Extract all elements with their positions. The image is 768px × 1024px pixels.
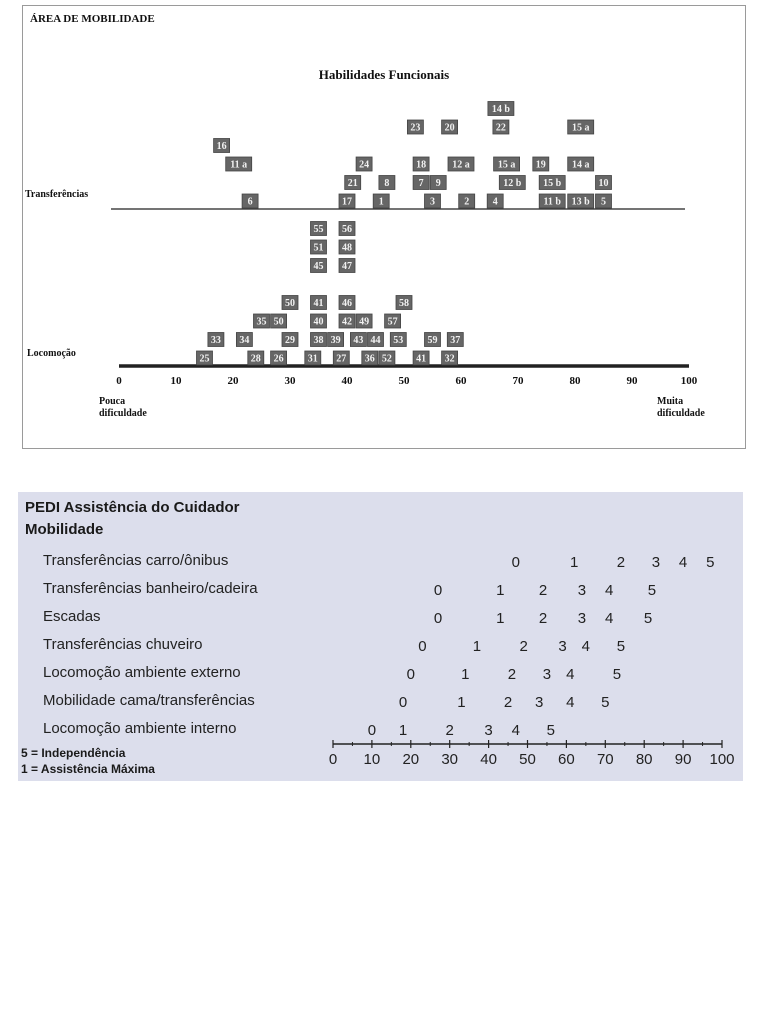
pedi-score-label: 2 bbox=[519, 638, 528, 655]
skill-item bbox=[305, 351, 321, 365]
row-label: Transferências bbox=[25, 189, 89, 200]
skill-label: 18 bbox=[416, 159, 427, 171]
pedi-score-label: 0 bbox=[367, 722, 377, 739]
pedi-row-label: Transferências banheiro/cadeira bbox=[43, 580, 258, 597]
skill-label: 4 bbox=[492, 196, 498, 208]
pedi-score-label: 2 bbox=[507, 666, 517, 683]
pedi-score-label: 3 bbox=[534, 694, 544, 711]
skill-label: 22 bbox=[495, 122, 506, 134]
skill-label: 25 bbox=[199, 353, 210, 365]
skill-item bbox=[311, 259, 327, 273]
skill-label: 7 bbox=[418, 178, 424, 189]
pedi-row-label: Locomoção ambiente interno bbox=[43, 720, 237, 737]
pedi-score-label: 5 bbox=[601, 694, 610, 711]
row-label: Locomoção bbox=[27, 348, 76, 359]
pedi-row bbox=[43, 552, 715, 571]
pedi-score-label: 3 bbox=[558, 638, 567, 655]
pedi-row bbox=[43, 580, 656, 599]
pedi-x-tick-label: 10 bbox=[363, 751, 381, 768]
pedi-score-label: 0 bbox=[511, 554, 521, 571]
skill-label: 24 bbox=[359, 159, 370, 171]
pedi-x-tick-label: 40 bbox=[480, 751, 497, 768]
pedi-score-label: 4 bbox=[605, 610, 614, 627]
skill-item bbox=[339, 194, 355, 208]
skill-item bbox=[333, 351, 349, 365]
skill-item bbox=[425, 194, 441, 208]
pedi-score-label: 4 bbox=[605, 582, 614, 599]
skill-label: 46 bbox=[342, 298, 352, 309]
skill-item bbox=[413, 157, 429, 171]
skill-label: 8 bbox=[384, 178, 390, 189]
pedi-score-label: 5 bbox=[647, 582, 657, 599]
pedi-score-label: 0 bbox=[406, 666, 415, 683]
skill-item bbox=[488, 102, 514, 116]
pedi-x-tick-label: 0 bbox=[328, 751, 338, 768]
skill-item bbox=[345, 176, 361, 190]
pedi-score-label: 3 bbox=[577, 610, 587, 627]
skill-label: 34 bbox=[239, 335, 250, 346]
skill-item bbox=[254, 314, 270, 328]
x-tick-label: 60 bbox=[455, 375, 467, 387]
skill-item bbox=[350, 333, 366, 347]
skill-item bbox=[339, 259, 355, 273]
skill-item bbox=[596, 176, 612, 190]
pedi-x-tick-label: 30 bbox=[441, 751, 459, 768]
skill-label: 15 b bbox=[543, 178, 562, 189]
skill-label: 9 bbox=[435, 178, 441, 189]
skill-item bbox=[362, 351, 378, 365]
skill-label: 56 bbox=[342, 224, 352, 235]
skill-label: 45 bbox=[313, 261, 324, 272]
skill-label: 57 bbox=[387, 316, 398, 328]
pedi-score-label: 1 bbox=[496, 582, 505, 599]
skill-item bbox=[368, 333, 384, 347]
skill-item bbox=[271, 351, 287, 365]
skill-label: 37 bbox=[450, 335, 461, 346]
pedi-x-tick-label: 90 bbox=[674, 751, 692, 768]
skill-label: 23 bbox=[410, 122, 421, 134]
pedi-score-label: 1 bbox=[398, 722, 408, 739]
skill-label: 48 bbox=[342, 242, 352, 254]
skill-item bbox=[248, 351, 264, 365]
pedi-score-label: 0 bbox=[433, 582, 443, 599]
skill-item bbox=[271, 314, 287, 328]
pedi-score-label: 5 bbox=[643, 610, 653, 627]
skill-label: 21 bbox=[347, 178, 358, 189]
skill-item bbox=[311, 333, 327, 347]
pedi-x-axis bbox=[329, 740, 735, 768]
pedi-score-label: 3 bbox=[542, 666, 552, 683]
skill-item bbox=[339, 296, 355, 310]
skill-label: 29 bbox=[285, 335, 295, 346]
x-tick-label: 80 bbox=[569, 375, 581, 387]
skill-label: 20 bbox=[444, 122, 455, 134]
skill-label: 39 bbox=[330, 335, 341, 346]
pedi-row-label: Locomoção ambiente externo bbox=[43, 664, 241, 681]
pedi-score-label: 2 bbox=[538, 582, 548, 599]
skill-label: 19 bbox=[535, 159, 546, 171]
pedi-score-label: 4 bbox=[566, 666, 575, 683]
pedi-score-label: 5 bbox=[546, 722, 556, 739]
skill-label: 51 bbox=[313, 242, 324, 254]
x-tick-label: 10 bbox=[170, 375, 182, 387]
skill-label: 42 bbox=[342, 316, 352, 328]
skill-label: 47 bbox=[342, 261, 352, 272]
skill-label: 32 bbox=[444, 353, 455, 365]
pedi-row bbox=[43, 692, 609, 711]
skill-label: 40 bbox=[313, 316, 324, 328]
x-tick-label: 50 bbox=[398, 375, 410, 387]
chart-title: Habilidades Funcionais bbox=[318, 67, 450, 82]
skill-item bbox=[448, 157, 474, 171]
pedi-score-label: 4 bbox=[511, 722, 521, 739]
pedi-score-label: 4 bbox=[678, 554, 688, 571]
skill-label: 55 bbox=[313, 224, 324, 235]
skill-label: 15 a bbox=[571, 122, 590, 134]
pedi-score-label: 1 bbox=[457, 694, 466, 711]
x-end-label-right: dificuldade bbox=[657, 408, 705, 419]
skill-item bbox=[339, 222, 355, 236]
pedi-row bbox=[43, 664, 621, 683]
skill-item bbox=[311, 222, 327, 236]
pedi-row bbox=[43, 608, 652, 627]
skill-item bbox=[493, 120, 509, 134]
skill-label: 10 bbox=[598, 178, 609, 189]
skill-label: 6 bbox=[247, 196, 253, 208]
pedi-score-label: 4 bbox=[566, 694, 575, 711]
skill-label: 14 b bbox=[491, 104, 510, 115]
pedi-x-tick-label: 70 bbox=[596, 751, 614, 768]
x-end-label-left: Pouca bbox=[99, 396, 126, 407]
pedi-score-label: 1 bbox=[461, 666, 470, 683]
pedi-legend-item: 1 = Assistência Máxima bbox=[21, 762, 155, 776]
pedi-row-label: Transferências carro/ônibus bbox=[43, 552, 229, 569]
skill-label: 28 bbox=[250, 353, 261, 365]
x-axis-ticks bbox=[116, 375, 698, 387]
skill-label: 5 bbox=[601, 196, 606, 208]
skill-label: 36 bbox=[364, 353, 375, 365]
x-end-label-left: dificuldade bbox=[99, 408, 147, 419]
skill-label: 16 bbox=[216, 141, 227, 152]
skill-item bbox=[379, 176, 395, 190]
skill-label: 41 bbox=[313, 298, 324, 309]
skill-label: 59 bbox=[427, 335, 438, 346]
skill-label: 50 bbox=[285, 298, 295, 309]
skill-item bbox=[356, 157, 372, 171]
skill-label: 33 bbox=[210, 335, 221, 346]
x-tick-label: 100 bbox=[680, 375, 698, 387]
pedi-row-label: Mobilidade cama/transferências bbox=[43, 692, 255, 709]
skill-item bbox=[282, 296, 298, 310]
x-end-label-right: Muita bbox=[657, 396, 684, 407]
skill-item bbox=[356, 314, 372, 328]
skill-item bbox=[373, 194, 389, 208]
skill-label: 26 bbox=[273, 353, 284, 365]
skill-label: 17 bbox=[342, 196, 352, 208]
skill-item bbox=[328, 333, 344, 347]
x-tick-label: 40 bbox=[341, 375, 353, 387]
pedi-score-label: 0 bbox=[418, 638, 427, 655]
x-tick-label: 0 bbox=[116, 375, 122, 387]
skill-item bbox=[339, 314, 355, 328]
pedi-x-tick-label: 50 bbox=[519, 751, 536, 768]
x-tick-label: 30 bbox=[284, 375, 296, 387]
skill-item bbox=[596, 194, 612, 208]
skill-label: 11 b bbox=[543, 196, 561, 208]
pedi-score-label: 5 bbox=[612, 666, 622, 683]
skill-item bbox=[226, 157, 252, 171]
skill-item bbox=[390, 333, 406, 347]
skill-label: 35 bbox=[256, 316, 267, 328]
pedi-score-label: 1 bbox=[472, 638, 482, 655]
skill-label: 13 b bbox=[571, 196, 590, 208]
skill-item bbox=[197, 351, 213, 365]
pedi-x-tick-label: 80 bbox=[635, 751, 653, 768]
skill-item bbox=[407, 120, 423, 134]
skill-item bbox=[208, 333, 224, 347]
skill-item bbox=[442, 120, 458, 134]
skill-item bbox=[379, 351, 395, 365]
skill-item bbox=[385, 314, 401, 328]
skill-item bbox=[568, 120, 594, 134]
pedi-title: PEDI Assistência do Cuidador bbox=[25, 499, 240, 516]
x-tick-label: 90 bbox=[626, 375, 638, 387]
pedi-legend-item: 5 = Independência bbox=[21, 746, 126, 760]
skill-label: 43 bbox=[353, 335, 364, 346]
skill-label: 58 bbox=[399, 298, 409, 309]
skill-label: 41 bbox=[416, 353, 427, 365]
skill-item bbox=[494, 157, 520, 171]
skill-label: 3 bbox=[430, 196, 435, 208]
skill-label: 31 bbox=[307, 353, 318, 365]
skill-label: 53 bbox=[393, 335, 404, 346]
skill-label: 12 a bbox=[452, 159, 470, 171]
pedi-score-label: 0 bbox=[398, 694, 408, 711]
skill-item bbox=[282, 333, 298, 347]
pedi-score-label: 1 bbox=[570, 554, 579, 571]
pedi-x-tick-label: 60 bbox=[558, 751, 575, 768]
row-transferencias bbox=[25, 102, 685, 210]
skill-item bbox=[568, 157, 594, 171]
pedi-score-label: 0 bbox=[433, 610, 443, 627]
row-locomocao bbox=[27, 222, 689, 367]
pedi-row-label: Transferências chuveiro bbox=[43, 636, 203, 653]
skill-label: 50 bbox=[273, 316, 284, 328]
pedi-row-label: Escadas bbox=[43, 608, 101, 625]
skill-item bbox=[242, 194, 258, 208]
skill-item bbox=[214, 139, 230, 153]
skill-label: 14 a bbox=[571, 159, 590, 171]
pedi-row bbox=[43, 720, 555, 739]
pedi-score-label: 5 bbox=[616, 638, 626, 655]
skill-item bbox=[447, 333, 463, 347]
functional-skills-chart bbox=[22, 5, 746, 449]
skill-item bbox=[533, 157, 549, 171]
pedi-score-label: 2 bbox=[445, 722, 454, 739]
skill-item bbox=[425, 333, 441, 347]
skill-label: 2 bbox=[464, 196, 470, 208]
skill-label: 1 bbox=[378, 196, 384, 208]
pedi-score-label: 1 bbox=[496, 610, 505, 627]
skill-item bbox=[413, 176, 429, 190]
pedi-x-tick-label: 20 bbox=[402, 751, 420, 768]
skill-label: 52 bbox=[381, 353, 392, 365]
skill-item bbox=[459, 194, 475, 208]
area-header: ÁREA DE MOBILIDADE bbox=[30, 13, 155, 25]
skill-item bbox=[539, 194, 565, 208]
skill-item bbox=[311, 240, 327, 254]
skill-item bbox=[236, 333, 252, 347]
pedi-score-label: 3 bbox=[651, 554, 661, 571]
x-tick-label: 20 bbox=[227, 375, 239, 387]
pedi-caregiver-chart bbox=[18, 492, 743, 781]
pedi-score-label: 3 bbox=[577, 582, 587, 599]
skill-label: 11 a bbox=[230, 159, 248, 171]
skill-label: 15 a bbox=[497, 159, 516, 171]
pedi-score-label: 2 bbox=[538, 610, 548, 627]
x-tick-label: 70 bbox=[512, 375, 524, 387]
pedi-x-tick-label: 100 bbox=[709, 751, 735, 768]
pedi-score-label: 4 bbox=[581, 638, 591, 655]
skill-item bbox=[539, 176, 565, 190]
pedi-score-label: 3 bbox=[484, 722, 493, 739]
skill-item bbox=[311, 296, 327, 310]
skill-item bbox=[396, 296, 412, 310]
skill-label: 49 bbox=[359, 316, 370, 328]
skill-item bbox=[311, 314, 327, 328]
skill-label: 12 b bbox=[503, 178, 522, 189]
skill-item bbox=[442, 351, 458, 365]
skill-label: 38 bbox=[313, 335, 324, 346]
pedi-score-label: 2 bbox=[503, 694, 513, 711]
skill-item bbox=[413, 351, 429, 365]
skill-item bbox=[339, 240, 355, 254]
skill-label: 27 bbox=[336, 353, 347, 365]
skill-item bbox=[568, 194, 594, 208]
skill-label: 44 bbox=[370, 335, 381, 346]
skill-item bbox=[499, 176, 525, 190]
skill-item bbox=[487, 194, 503, 208]
pedi-subtitle: Mobilidade bbox=[25, 521, 104, 538]
pedi-row bbox=[43, 636, 625, 655]
skill-item bbox=[430, 176, 446, 190]
pedi-score-label: 2 bbox=[616, 554, 626, 571]
pedi-score-label: 5 bbox=[706, 554, 715, 571]
